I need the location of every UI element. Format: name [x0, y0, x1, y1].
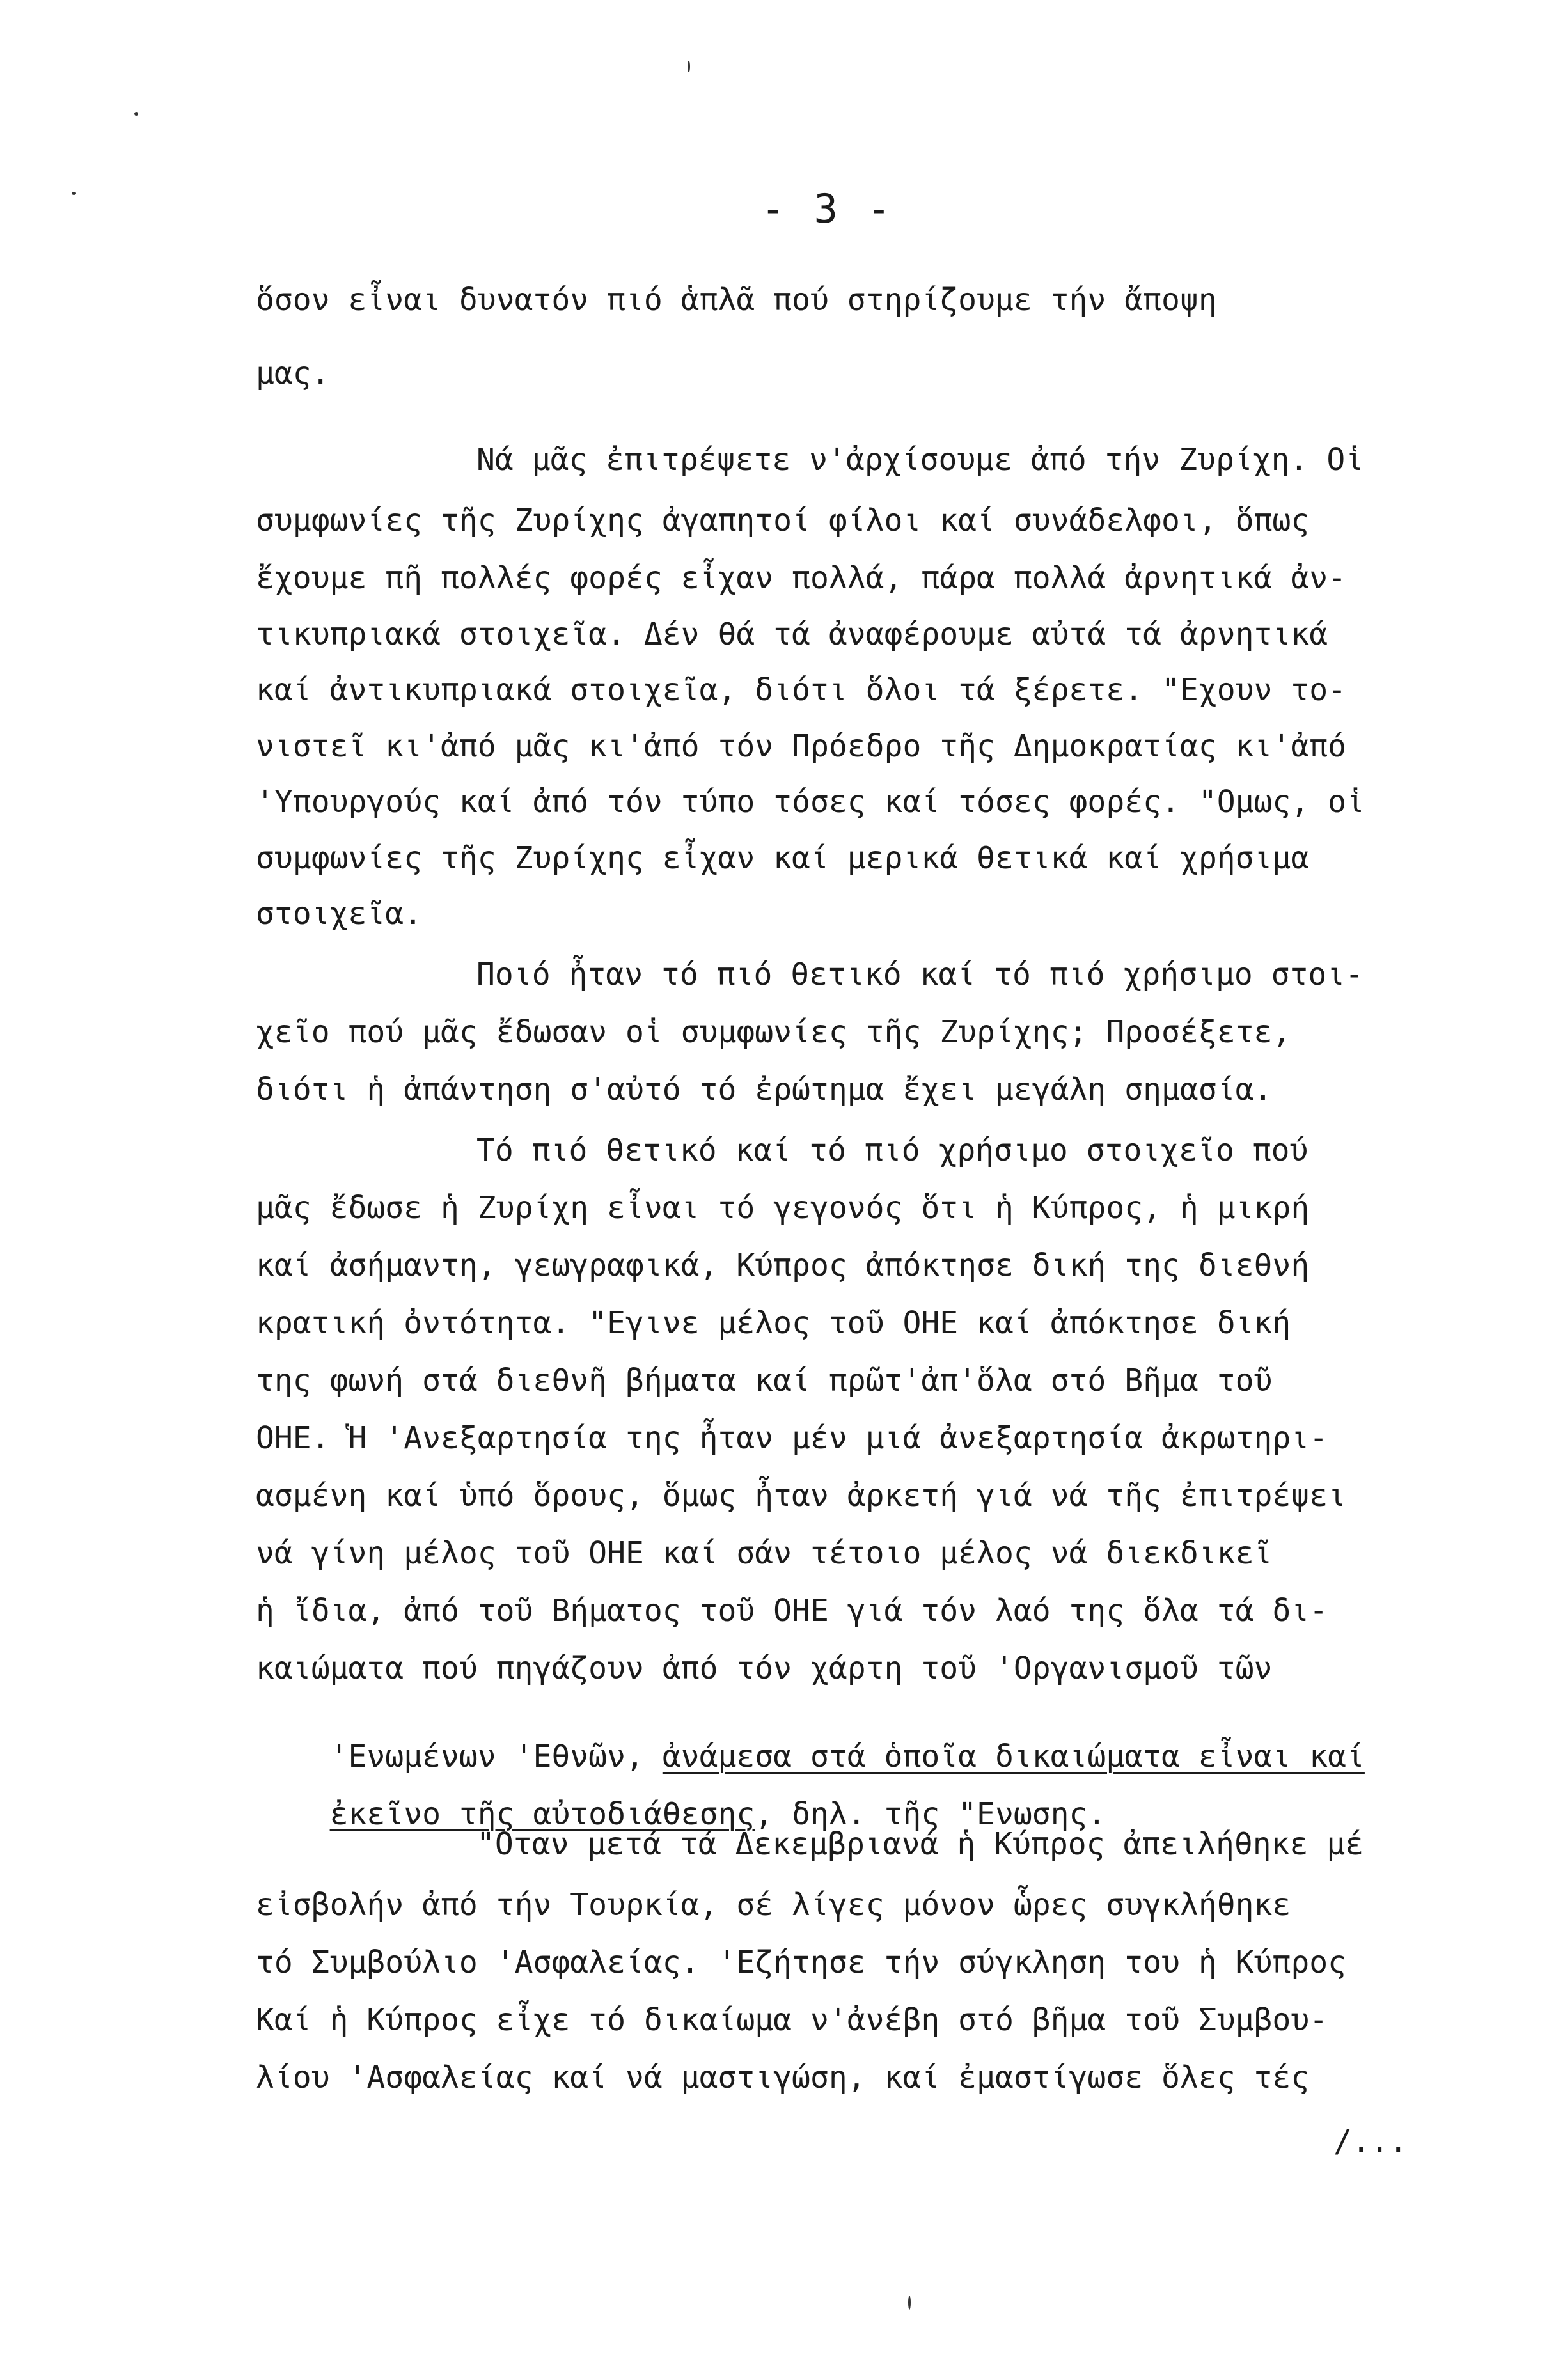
- text-line: τικυπριακά στοιχεῖα. Δέν θά τά ἀναφέρουμε αὐτά τά ἀρνητικά: [256, 616, 1328, 652]
- text-line: συμφωνίες τῆς Ζυρίχης ἀγαπητοί φίλοι καί συνάδελφοι, ὅπως: [256, 503, 1310, 538]
- scan-speck: [908, 2296, 911, 2310]
- text-line: 'Υπουργούς καί ἀπό τόν τύπο τόσες καί τόσες φορές. "Ομως, οἱ: [256, 784, 1365, 820]
- text-line: νιστεῖ κι'ἀπό μᾶς κι'ἀπό τόν Πρόεδρο τῆς Δημοκρατίας κι'ἀπό: [256, 728, 1347, 764]
- text-segment: 'Ενωμένων 'Εθνῶν,: [329, 1739, 663, 1774]
- text-line: της φωνή στά διεθνῆ βήματα καί πρῶτ'ἀπ'ὅλα στό Βῆμα τοῦ: [256, 1363, 1273, 1398]
- text-line: μᾶς ἔδωσε ἡ Ζυρίχη εἶναι τό γεγονός ὅτι ἡ Κύπρος, ἡ μικρή: [256, 1190, 1310, 1226]
- text-line: κρατική ὀντότητα. "Εγινε μέλος τοῦ ΟΗΕ καί ἀπόκτησε δική: [256, 1305, 1291, 1341]
- text-line: Καί ἡ Κύπρος εἶχε τό δικαίωμα ν'ἀνέβη στό βῆμα τοῦ Συμβου-: [256, 2002, 1328, 2038]
- text-line: μας.: [256, 356, 330, 391]
- text-line: καί ἀσήμαντη, γεωγραφικά, Κύπρος ἀπόκτησε δική της διεθνή: [256, 1248, 1310, 1283]
- text-line: διότι ἡ ἀπάντηση σ'αὐτό τό ἐρώτημα ἔχει μεγάλη σημασία.: [256, 1072, 1273, 1108]
- text-line: "Οταν μετά τά Δεκεμβριανά ἡ Κύπρος ἀπειλήθηκε μέ: [476, 1826, 1364, 1862]
- text-line: νά γίνη μέλος τοῦ ΟΗΕ καί σάν τέτοιο μέλος νά διεκδικεῖ: [256, 1535, 1273, 1571]
- text-line: ασμένη καί ὑπό ὅρους, ὅμως ἦταν ἀρκετή γιά νά τῆς ἐπιτρέψει: [256, 1478, 1347, 1514]
- text-line: ἡ ἴδια, ἀπό τοῦ Βήματος τοῦ ΟΗΕ γιά τόν λαό της ὅλα τά δι-: [256, 1593, 1328, 1629]
- continuation-mark: /...: [1333, 2124, 1408, 2159]
- scan-speck: [72, 192, 76, 195]
- text-line: στοιχεῖα.: [256, 896, 423, 932]
- text-line: εἰσβολήν ἀπό τήν Τουρκία, σέ λίγες μόνον ὧρες συγκλήθηκε: [256, 1887, 1291, 1923]
- text-line: ἔχουμε πῆ πολλές φορές εἶχαν πολλά, πάρα πολλά ἀρνητικά ἀν-: [256, 560, 1347, 596]
- text-line: καί ἀντικυπριακά στοιχεῖα, διότι ὅλοι τά ξέρετε. "Εχουν το-: [256, 672, 1347, 708]
- page-number: - 3 -: [761, 185, 893, 232]
- text-line: ΟΗΕ. Ἡ 'Ανεξαρτησία της ἦταν μέν μιά ἀνεξαρτησία ἀκρωτηρι-: [256, 1420, 1328, 1456]
- scan-speck: [134, 112, 138, 116]
- text-segment: , δηλ. τῆς "Ενωσης.: [755, 1796, 1106, 1832]
- text-line: Τό πιό θετικό καί τό πιό χρήσιμο στοιχεῖο πού: [476, 1132, 1308, 1168]
- text-line: χεῖο πού μᾶς ἔδωσαν οἱ συμφωνίες τῆς Ζυρίχης; Προσέξετε,: [256, 1014, 1291, 1050]
- text-line: Ποιό ἦταν τό πιό θετικό καί τό πιό χρήσιμο στοι-: [476, 957, 1364, 992]
- text-line: τό Συμβούλιο 'Ασφαλείας. 'Εζήτησε τήν σύγκληση του ἡ Κύπρος: [256, 1945, 1347, 1980]
- text-line: ὅσον εἶναι δυνατόν πιό ἁπλᾶ πού στηρίζουμε τήν ἄποψη: [256, 282, 1217, 318]
- text-line: καιώματα πού πηγάζουν ἀπό τόν χάρτη τοῦ 'Οργανισμοῦ τῶν: [256, 1650, 1273, 1686]
- text-line: λίου 'Ασφαλείας καί νά μαστιγώση, καί ἐμαστίγωσε ὅλες τές: [256, 2060, 1310, 2095]
- text-line: Νά μᾶς ἐπιτρέψετε ν'ἀρχίσουμε ἀπό τήν Ζυρίχη. Οἱ: [476, 442, 1364, 478]
- underlined-text: ἐκεῖνο τῆς αὐτοδιάθεσης: [329, 1796, 755, 1832]
- text-line: συμφωνίες τῆς Ζυρίχης εἶχαν καί μερικά θετικά καί χρήσιμα: [256, 840, 1310, 876]
- underlined-text: ἀνάμεσα στά ὁποῖα δικαιώματα εἶναι καί: [662, 1739, 1365, 1774]
- scan-speck: [688, 61, 690, 72]
